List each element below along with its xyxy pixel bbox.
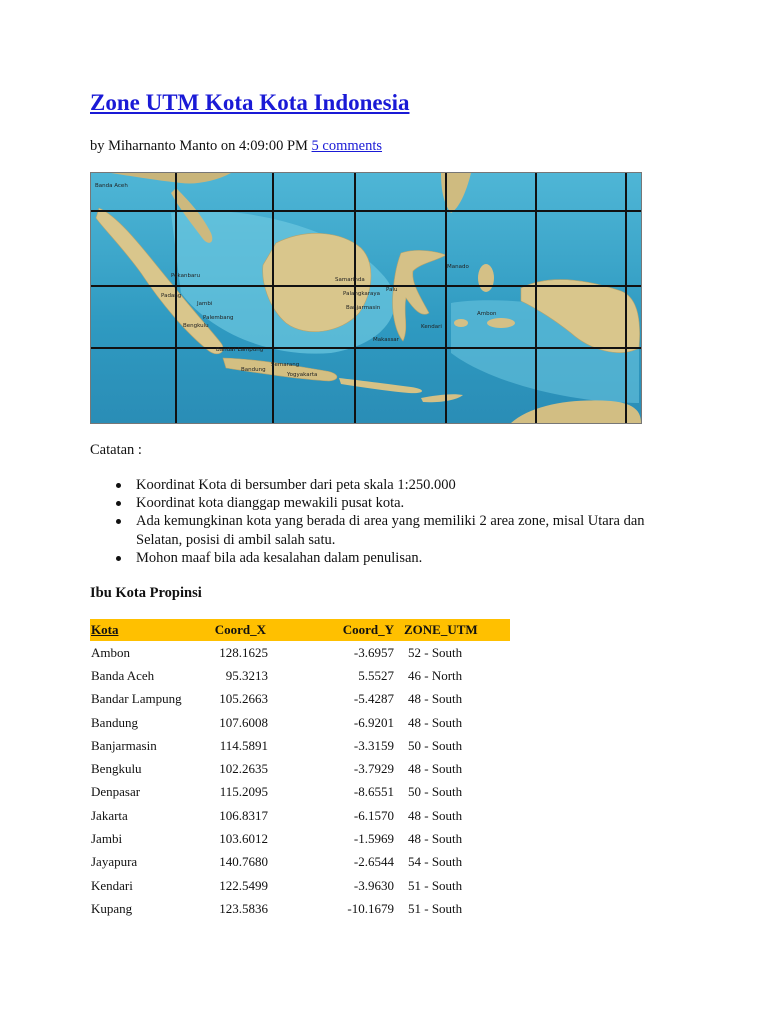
cell-coord-x: 105.2663 bbox=[219, 691, 268, 707]
note-item: Ada kemungkinan kota yang berada di area yang memiliki 2 area zone, misal Utara dan Selatan, posisi di ambil salah satu. bbox=[90, 512, 680, 548]
cell-kota: Denpasar bbox=[91, 784, 141, 800]
note-item: Koordinat kota dianggap mewakili pusat kota. bbox=[90, 494, 680, 512]
table-row bbox=[90, 804, 510, 827]
utm-zone-map bbox=[90, 172, 642, 424]
map-label: Palu bbox=[386, 287, 398, 293]
cell-zone: 50 - South bbox=[408, 784, 463, 800]
note-item: Koordinat Kota di bersumber dari peta skala 1:250.000 bbox=[90, 476, 680, 494]
table-row bbox=[90, 641, 510, 664]
cell-kota: Jayapura bbox=[91, 854, 138, 870]
cell-coord-y: -5.4287 bbox=[353, 691, 394, 707]
cell-zone: 46 - North bbox=[408, 667, 463, 683]
cell-coord-x: 128.1625 bbox=[219, 644, 268, 660]
city-zone-table bbox=[90, 619, 510, 921]
map-label: Manado bbox=[447, 264, 469, 270]
cell-coord-y: -6.9201 bbox=[353, 714, 394, 730]
cell-kota: Bandung bbox=[91, 714, 138, 730]
table-row bbox=[90, 711, 510, 734]
cell-coord-x: 102.2635 bbox=[219, 761, 268, 777]
cell-kota: Banjarmasin bbox=[91, 737, 157, 753]
cell-kota: Bengkulu bbox=[91, 761, 142, 777]
cell-zone: 48 - South bbox=[408, 831, 463, 847]
cell-zone: 51 - South bbox=[408, 900, 463, 916]
cell-coord-y: -6.1570 bbox=[353, 807, 394, 823]
map-label: Makassar bbox=[373, 337, 399, 343]
map-label: Samarinda bbox=[335, 277, 365, 283]
table-row bbox=[90, 688, 510, 711]
cell-zone: 50 - South bbox=[408, 737, 463, 753]
map-label: Bandar Lampung bbox=[216, 347, 264, 353]
cell-kota: Ambon bbox=[91, 644, 130, 660]
cell-coord-x: 107.6008 bbox=[219, 714, 268, 730]
cell-zone: 48 - South bbox=[408, 761, 463, 777]
byline-text: by Miharnanto Manto on 4:09:00 PM bbox=[90, 138, 308, 154]
table-row bbox=[90, 874, 510, 897]
cell-coord-y: -10.1679 bbox=[347, 900, 394, 916]
note-item: Mohon maaf bila ada kesalahan dalam penulisan. bbox=[90, 549, 680, 567]
cell-kota: Jakarta bbox=[91, 807, 128, 823]
cell-coord-x: 95.3213 bbox=[225, 667, 268, 683]
cell-coord-x: 123.5836 bbox=[219, 900, 268, 916]
cell-kota: Jambi bbox=[91, 831, 123, 847]
map-label: Kendari bbox=[421, 324, 442, 330]
comments-link[interactable]: 5 comments bbox=[311, 138, 383, 154]
map-label: Padang bbox=[161, 293, 182, 299]
map-label: Palangkaraya bbox=[343, 291, 381, 297]
cell-coord-x: 106.8317 bbox=[219, 807, 268, 823]
cell-coord-y: -3.9630 bbox=[353, 877, 394, 893]
header-coord-y: Coord_Y bbox=[270, 619, 400, 641]
cell-coord-y: -1.5969 bbox=[353, 831, 394, 847]
cell-zone: 48 - South bbox=[408, 714, 463, 730]
cell-kota: Kupang bbox=[91, 900, 133, 916]
section-title: Ibu Kota Propinsi bbox=[90, 585, 202, 601]
cell-coord-y: -3.6957 bbox=[353, 644, 394, 660]
table-row bbox=[90, 851, 510, 874]
header-coord-x: Coord_X bbox=[190, 619, 270, 641]
cell-coord-y: -8.6551 bbox=[353, 784, 394, 800]
cell-zone: 48 - South bbox=[408, 691, 463, 707]
map-label: Bengkulu bbox=[183, 323, 209, 329]
cell-zone: 51 - South bbox=[408, 877, 463, 893]
cell-zone: 54 - South bbox=[408, 854, 463, 870]
cell-coord-y: -2.6544 bbox=[353, 854, 394, 870]
cell-zone: 52 - South bbox=[408, 644, 463, 660]
map-label: Ambon bbox=[477, 311, 497, 317]
cell-coord-y: -3.7929 bbox=[353, 761, 394, 777]
map-label: Yogyakarta bbox=[287, 372, 318, 378]
cell-coord-y: -3.3159 bbox=[353, 737, 394, 753]
header-kota[interactable]: Kota bbox=[90, 619, 190, 641]
byline bbox=[90, 138, 382, 155]
table-row bbox=[90, 664, 510, 687]
map-label: Palembang bbox=[203, 315, 234, 321]
table-row bbox=[90, 734, 510, 757]
cell-coord-x: 122.5499 bbox=[219, 877, 268, 893]
cell-coord-x: 103.6012 bbox=[219, 831, 268, 847]
map-label: Banjarmasin bbox=[346, 305, 381, 311]
cell-coord-x: 140.7680 bbox=[219, 854, 268, 870]
cell-coord-x: 115.2095 bbox=[219, 784, 268, 800]
map-label: Bandung bbox=[241, 367, 266, 373]
table-row bbox=[90, 781, 510, 804]
cell-zone: 48 - South bbox=[408, 807, 463, 823]
map-label: Jambi bbox=[197, 301, 213, 307]
notes-label: Catatan : bbox=[90, 442, 142, 458]
cell-coord-x: 114.5891 bbox=[219, 737, 268, 753]
cell-kota: Kendari bbox=[91, 877, 133, 893]
cell-kota: Banda Aceh bbox=[91, 667, 155, 683]
map-label: Pekanbaru bbox=[171, 273, 201, 279]
cell-kota: Bandar Lampung bbox=[91, 691, 182, 707]
map-label: Banda Aceh bbox=[95, 183, 128, 189]
table-row bbox=[90, 757, 510, 780]
header-zone-utm: ZONE_UTM bbox=[400, 619, 510, 641]
table-row bbox=[90, 827, 510, 850]
table-row bbox=[90, 897, 510, 920]
cell-coord-y: 5.5527 bbox=[358, 667, 394, 683]
notes-list bbox=[90, 476, 680, 567]
post-title[interactable]: Zone UTM Kota Kota Indonesia bbox=[90, 90, 410, 115]
map-label: Semarang bbox=[271, 362, 300, 368]
table-header-row bbox=[90, 619, 510, 641]
